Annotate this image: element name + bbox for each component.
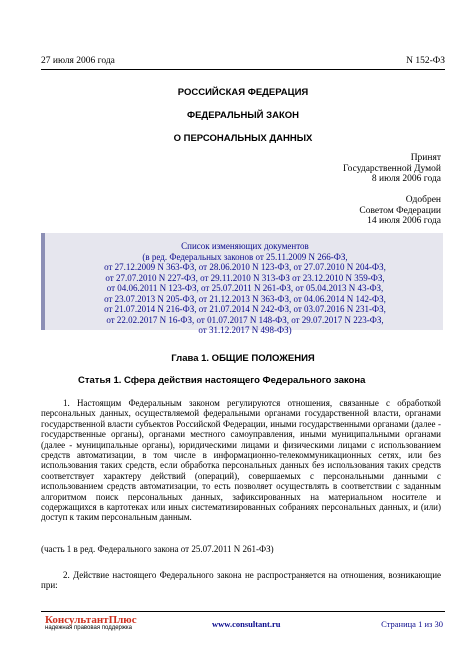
- adopted-body: Государственной Думой: [342, 163, 441, 174]
- approved-block: [359, 195, 441, 227]
- amendments-line[interactable]: от 27.07.2010 N 227-ФЗ, от 29.11.2010 N 313-ФЗ от 23.12.2010 N 359-ФЗ,: [105, 272, 385, 283]
- logo-tagline: надежная правовая поддержка: [45, 625, 132, 631]
- approved-label: Одобрен: [405, 195, 441, 205]
- footer-rule: [41, 611, 445, 612]
- title-law-name: О ПЕРСОНАЛЬНЫХ ДАННЫХ: [173, 133, 313, 144]
- amendments-heading: Список изменяющих документов: [181, 241, 309, 251]
- amendments-line[interactable]: от 31.12.2017 N 498-ФЗ): [198, 325, 292, 335]
- adopted-block: [343, 153, 441, 185]
- approved-date: 14 июля 2006 года: [367, 216, 441, 226]
- article-paragraph-1: 1. Настоящим Федеральным законом регулируются отношения, связанные с обработкой персональных данных, осуществляемой федеральными органами государственной власти, органами государственной власти субъектов Российской Федерации, иными государственными органами (далее - государственные органы), органами местного самоуправления, иными муниципальными органами (далее - муниципальные органы), юридическими лицами и физическими лицами с использованием средств автоматизации, в том числе в информационно-телекоммуникационных сетях, или без использования таких средств, если обработка персональных данных без использования таких средств соответствует характеру действий (операций), совершаемых с персональными данными с использованием средств автоматизации, то есть позволяет осуществлять в соответствии с заданным алгоритмом поиск персональных данных, зафиксированных на материальном носителе и содержащихся в картотеках или иных систематизированных собраниях персональных данных, и (или) доступ к таким персональным данным.: [41, 398, 441, 523]
- adopted-date: 8 июля 2006 года: [371, 174, 441, 184]
- page-counter: Страница 1 из 30: [381, 619, 443, 629]
- law-number: N 152-ФЗ: [406, 56, 445, 66]
- chapter-heading: Глава 1. ОБЩИЕ ПОЛОЖЕНИЯ: [171, 353, 315, 364]
- article-heading: Статья 1. Сфера действия настоящего Федерального закона: [78, 375, 366, 386]
- amendments-line[interactable]: от 27.12.2009 N 363-ФЗ, от 28.06.2010 N 123-ФЗ, от 27.07.2010 N 204-ФЗ,: [104, 262, 386, 272]
- header-rule: [41, 69, 445, 70]
- law-date: 27 июля 2006 года: [41, 56, 115, 66]
- amendments-line[interactable]: от 22.02.2017 N 16-ФЗ, от 01.07.2017 N 148-ФЗ, от 29.07.2017 N 223-ФЗ,: [106, 314, 384, 325]
- consultant-logo: [45, 614, 137, 631]
- article-paragraph-2: 2. Действие настоящего Федерального закона не распространяется на отношения, возникающие при:: [41, 570, 441, 591]
- title-country: РОССИЙСКАЯ ФЕДЕРАЦИЯ: [177, 87, 309, 98]
- adopted-label: Принят: [410, 153, 441, 163]
- amendments-line[interactable]: от 23.07.2013 N 205-ФЗ, от 21.12.2013 N 363-ФЗ, от 04.06.2014 N 142-ФЗ,: [104, 293, 386, 304]
- amendments-line[interactable]: от 04.06.2011 N 123-ФЗ, от 25.07.2011 N 261-ФЗ, от 05.04.2013 N 43-ФЗ,: [106, 283, 384, 293]
- amendments-box: [41, 233, 443, 335]
- site-link[interactable]: www.consultant.ru: [212, 619, 281, 629]
- amendments-line[interactable]: (в ред. Федеральных законов от 25.11.2009 N 266-ФЗ,: [142, 251, 348, 262]
- amendments-line[interactable]: от 21.07.2014 N 216-ФЗ, от 21.07.2014 N 242-ФЗ, от 03.07.2016 N 231-ФЗ,: [104, 304, 386, 314]
- logo-name: КонсультантПлюс: [45, 614, 137, 626]
- title-law-type: ФЕДЕРАЛЬНЫЙ ЗАКОН: [186, 110, 299, 121]
- approved-body: Советом Федерации: [359, 205, 441, 216]
- amendment-note[interactable]: (часть 1 в ред. Федерального закона от 25.07.2011 N 261-ФЗ): [41, 544, 274, 554]
